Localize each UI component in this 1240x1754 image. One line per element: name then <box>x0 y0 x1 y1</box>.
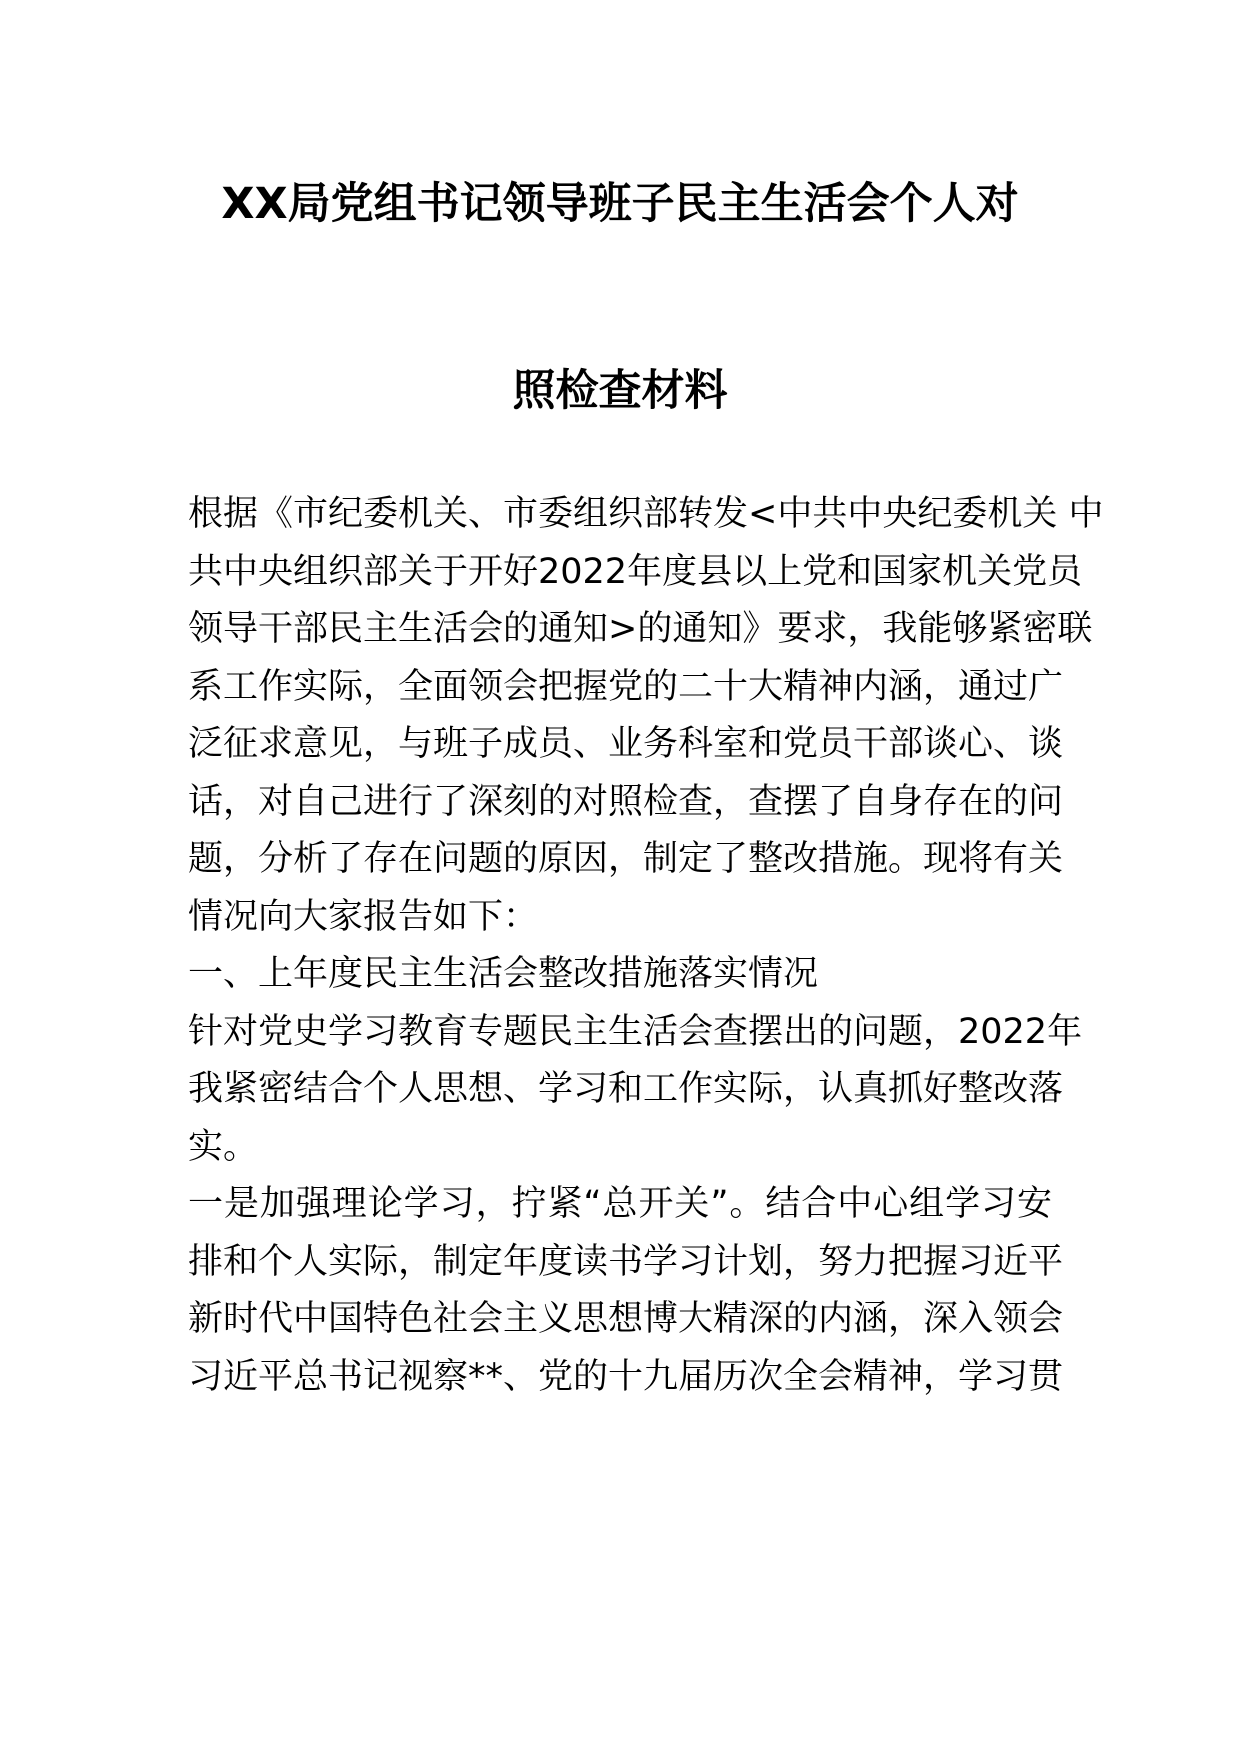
body-line: 领导干部民主生活会的通知>的通知》要求，我能够紧密联 <box>188 609 1093 649</box>
body-line: 针对党史学习教育专题民主生活会查摆出的问题，2022年 <box>188 1012 1083 1052</box>
body-line: 新时代中国特色社会主义思想博大精深的内涵，深入领会 <box>188 1299 1064 1339</box>
body-line: 习近平总书记视察**、党的十九届历次全会精神，学习贯 <box>188 1357 1064 1397</box>
document-title-line-1: XX局党组书记领导班子民主生活会个人对 <box>221 179 1019 229</box>
body-line: 话，对自己进行了深刻的对照检查，查摆了自身存在的问 <box>188 782 1064 822</box>
document-title-line-2: 照检查材料 <box>512 366 728 416</box>
body-line: 排和个人实际，制定年度读书学习计划，努力把握习近平 <box>188 1242 1064 1282</box>
body-line: 共中央组织部关于开好2022年度县以上党和国家机关党员 <box>188 552 1083 592</box>
body-line: 一是加强理论学习，拧紧“总开关”。结合中心组学习安 <box>188 1184 1052 1224</box>
body-line: 实。 <box>188 1127 259 1167</box>
body-line: 系工作实际，全面领会把握党的二十大精神内涵，通过广 <box>188 667 1064 707</box>
body-line: 根据《市纪委机关、市委组织部转发<中共中央纪委机关 中 <box>188 494 1104 534</box>
body-line: 情况向大家报告如下： <box>188 897 539 937</box>
section-heading: 一、上年度民主生活会整改措施落实情况 <box>188 954 819 994</box>
body-line: 泛征求意见，与班子成员、业务科室和党员干部谈心、谈 <box>188 724 1064 764</box>
body-line: 我紧密结合个人思想、学习和工作实际，认真抓好整改落 <box>188 1069 1064 1109</box>
body-line: 题，分析了存在问题的原因，制定了整改措施。现将有关 <box>188 839 1064 879</box>
